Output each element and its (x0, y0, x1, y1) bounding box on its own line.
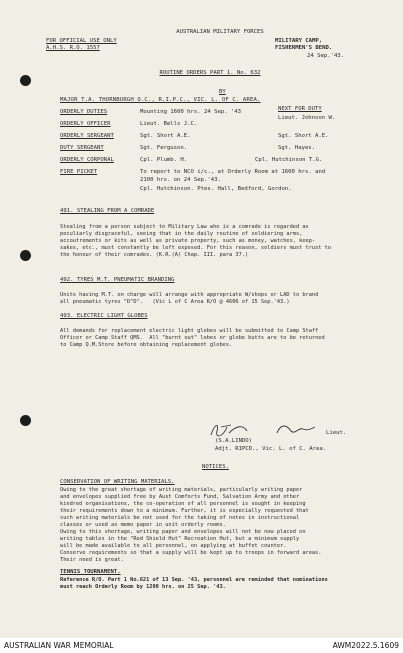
notice-line: Reference R/O. Part 1 No.621 of 13 Sep. '43, personnel are reminded that nominations (60, 577, 328, 583)
archive-reference: AWM2022.5.1609 (332, 641, 399, 650)
notice-line: will be made available to all personnel, on applying at buffet counter. (60, 543, 287, 549)
duty-value: Mounting 1600 hrs. 24 Sep. '43 (140, 109, 242, 115)
duty-next: Cpl. Hutchinson T.G. (255, 157, 323, 163)
notice-line: their requirements down to a minimum. Further, it is especially requested that (60, 508, 309, 514)
order-heading: 493. ELECTRIC LIGHT GLOBES (60, 313, 148, 319)
by-line: BY (219, 89, 226, 95)
signatory-title: Adjt. RIPCD., Vic. L. of C. Area. (215, 446, 327, 452)
order-line: peculiarly disgraceful, seeing that in the daily routine of soldiering arms, (60, 231, 303, 237)
notice-line: Owing to this shortage, writing paper and envelopes will not be now placed on (60, 529, 306, 535)
notice-line: must reach Orderly Room by 1200 hrs. on 25 Sep. '43. (60, 584, 226, 590)
duty-label: FIRE PICKET (60, 169, 98, 175)
duty-value: To report to NCO i/c., at Orderly Room at 1600 hrs. and (140, 169, 326, 175)
order-line: all pneumatic tyres "D^D". (Vic L of C Area R/O @ 4606 of 15 Sep.'43.) (60, 299, 290, 305)
punch-hole (20, 250, 31, 261)
order-heading: 491. STEALING FROM A COMRADE (60, 208, 155, 214)
duty-value: Sgt. Short A.E. (140, 133, 191, 139)
archive-name: AUSTRALIAN WAR MEMORIAL (4, 641, 114, 650)
order-line: Stealing from a person subject to Military Law who is a comrade is regarded as (60, 224, 309, 230)
header-location-1: MILITARY CAMP, (275, 38, 323, 44)
signature-rank: Lieut. (326, 430, 347, 436)
order-line: sakes, etc., must constantly be left exposed. For this reason, soldiers must trust to (60, 245, 332, 251)
duty-next: Sgt. Hayes. (278, 145, 316, 151)
duty-next: Sgt. Short A.E. (278, 133, 329, 139)
notice-heading: CONSERVATION OF WRITING MATERIALS. (60, 479, 175, 485)
punch-hole (20, 75, 31, 86)
issuing-officer: MAJOR T.A. THORNBURGH O.C., R.I.P.C., VIC. L. OF C. AREA. (60, 97, 261, 103)
notice-line: Their need is great. (60, 557, 124, 563)
notice-line: Conserve requirements so that a supply will be kept up to troops in forward areas. (60, 550, 322, 556)
order-line: to Camp Q.M.Store before obtaining replacement globes. (60, 342, 233, 348)
duty-label: ORDERLY SERGEANT (60, 133, 114, 139)
notice-line: classes or used as memo paper in unit orderly rooms. (60, 522, 226, 528)
notice-heading: TENNIS TOURNAMENT. (60, 569, 121, 575)
archive-footer (0, 638, 403, 653)
signatory-name: (S.A.LINDO) (215, 438, 253, 444)
duty-label: DUTY SERGEANT (60, 145, 104, 151)
duty-value: Sgt. Ferguson. (140, 145, 188, 151)
duty-value: Cpl. Plumb. H. (140, 157, 188, 163)
order-heading: 492. TYRES M.T. PNEUMATIC BRANDING (60, 277, 175, 283)
order-line: the honour of their comrades. (K.R.(A) Chap. III. para 37.) (60, 252, 249, 258)
duty-label: ORDERLY DUTIES (60, 109, 108, 115)
header-center: AUSTRALIAN MILITARY FORCES (176, 29, 264, 35)
document-title: ROUTINE ORDERS PART 1. No. 632 (159, 70, 261, 76)
order-line: accoutrements or kits as well as private property, such as money, watches, keep- (60, 238, 316, 244)
notice-line: such writing materials be not used for the taking of notes in instructional (60, 515, 300, 521)
duty-label: ORDERLY OFFICER (60, 121, 111, 127)
notice-line: and envelopes supplied free by Aust Comforts Fund, Salvation Army and other (60, 494, 300, 500)
notices-heading: NOTICES. (202, 464, 229, 470)
notice-line: Owing to the great shortage of writing materials, particularly writing paper (60, 487, 303, 493)
header-reference: A.H.S. R.O. 1557 (46, 45, 100, 51)
duty-value: Lieut. Bells J.C. (140, 121, 198, 127)
header-date: 24 Sep.'43. (307, 53, 345, 59)
notice-line: kindred organisations, the co-operation of all personnel is sought in keeping (60, 501, 306, 507)
order-line: Officer or Camp Staff QMS. All "burnt out" lobes or globe butts are to be returned (60, 335, 325, 341)
next-for-duty-heading: NEXT FOR DUTY (278, 106, 322, 112)
header-restriction: FOR OFFICIAL USE ONLY (46, 38, 117, 44)
duty-next: Lieut. Johnson W. (278, 115, 336, 121)
header-location-2: FISHERMEN'S BEND. (275, 45, 333, 51)
order-line: Units having M.T. on charge will arrange with appropriate W/shops or LAD to brand (60, 292, 319, 298)
order-line: All demands for replacement electric light globes will be submitted to Camp Staff (60, 328, 319, 334)
handwritten-signature (207, 421, 319, 439)
duty-label: ORDERLY CORPORAL (60, 157, 114, 163)
fire-picket-time: 2100 hrs. on 24 Sep.'43. (140, 177, 221, 183)
punch-hole (20, 415, 31, 426)
fire-picket-names: Cpl. Hutchinson. Ptes. Hall, Bedford, Gordon. (140, 186, 292, 192)
notice-line: writing tables in the "Red Shield Hut" Recreation Hut, but a minimum supply (60, 536, 300, 542)
